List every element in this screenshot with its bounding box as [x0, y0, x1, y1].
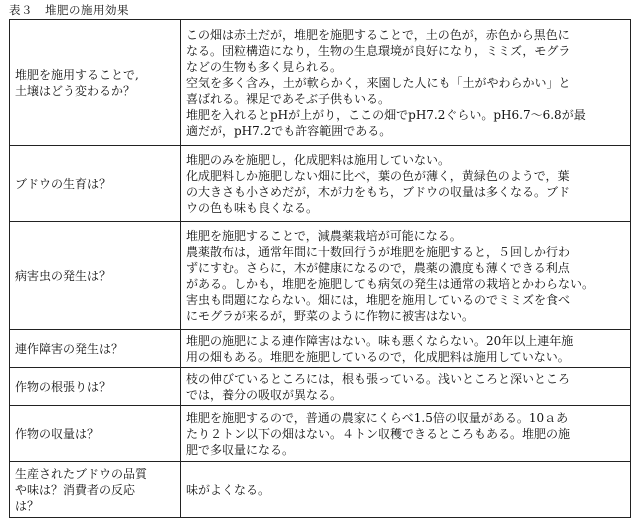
- answer-line: 害虫も問題にならない。畑には，堆肥を施用しているのでミミズを食べ: [186, 292, 571, 307]
- answer-line: 化成肥料しか施肥しない畑に比べ，葉の色が薄く，黄緑色のようで，葉: [186, 168, 570, 183]
- answer-line: ずにすむ。さらに，木が健康になるので，農薬の濃度も薄くできる利点: [186, 260, 570, 275]
- answer-line: がある。しかも，堆肥を施肥しても病気の発生は通常の栽培とかわらない。: [186, 276, 595, 291]
- question-cell: [10, 20, 181, 146]
- question-line: 生産されたブドウの品質: [15, 466, 148, 481]
- table-row: [10, 222, 631, 330]
- answer-line: 空気を多く含み，土が軟らかく，来園した人にも「土がやわらかい」と: [186, 75, 571, 90]
- answer-line: 堆肥のみを施肥し，化成肥料は施用していない。: [186, 152, 451, 167]
- question-line: 堆肥を施用することで,: [15, 67, 139, 82]
- answer-cell: [181, 146, 631, 222]
- answer-cell: [181, 368, 631, 406]
- answer-line: の大きさも小さめだが，木が力をもち，ブドウの収量は多くなる。ブド: [186, 184, 571, 199]
- question-cell: [10, 330, 181, 368]
- table-row: [10, 20, 631, 146]
- answer-line: ウの色も味も良くなる。: [186, 200, 319, 215]
- answer-line: 用の畑もある。堆肥を施肥しているので，化成肥料は施用していない。: [186, 349, 570, 364]
- answer-line: 堆肥の施肥による連作障害はない。味も悪くならない。20年以上連年施: [186, 333, 574, 348]
- table-row: [10, 368, 631, 406]
- answer-line: にモグラが来るが，野菜のように作物に被害はない。: [186, 308, 475, 323]
- answer-line: 堆肥を入れるとpHが上がり，ここの畑でpH7.2ぐらい。pH6.7～6.8が最: [186, 107, 586, 122]
- table-row: [10, 406, 631, 462]
- question-line: 土壌はどう変わるか？: [15, 83, 136, 98]
- answer-line: 喜ばれる。裸足であそぶ子供もいる。: [186, 91, 391, 106]
- question-cell: [10, 222, 181, 330]
- answer-cell: [181, 406, 631, 462]
- question-cell: [10, 146, 181, 222]
- question-line: 作物の根張りは？: [15, 379, 112, 394]
- answer-cell: [181, 222, 631, 330]
- answer-cell: [181, 20, 631, 146]
- answer-line: 適だが，pH7.2でも許容範囲である。: [186, 123, 392, 138]
- table-row: [10, 330, 631, 368]
- question-line: ブドウの生育は？: [15, 176, 112, 191]
- answer-line: 味がよくなる。: [186, 482, 271, 497]
- answer-line: などの生物も多く見られる。: [186, 59, 343, 74]
- compost-effects-table: [9, 19, 631, 518]
- question-line: や味は？消費者の反応: [15, 482, 136, 497]
- answer-line: なる。団粒構造になり，生物の生息環境が良好になり，ミミズ，モグラ: [186, 43, 571, 58]
- answer-cell: [181, 330, 631, 368]
- answer-line: 堆肥を施肥するので，普通の農家にくらべ1.5倍の収量がある。10ａあ: [186, 410, 569, 425]
- answer-line: では，養分の吸収が異なる。: [186, 387, 343, 402]
- table-row: [10, 462, 631, 518]
- answer-cell: [181, 462, 631, 518]
- answer-line: 肥で多収量になる。: [186, 442, 295, 457]
- answer-line: 枝の伸びているところには，根も張っている。浅いところと深いところ: [186, 371, 571, 386]
- answer-line: この畑は赤土だが，堆肥を施肥することで，土の色が，赤色から黒色に: [186, 27, 570, 42]
- question-line: は？: [15, 498, 40, 513]
- table-row: [10, 146, 631, 222]
- question-cell: [10, 462, 181, 518]
- answer-line: 堆肥を施肥することで，減農薬栽培が可能になる。: [186, 228, 462, 243]
- table-caption: 表３ 堆肥の施用効果: [9, 3, 129, 17]
- question-cell: [10, 406, 181, 462]
- question-line: 病害虫の発生は？: [15, 268, 112, 283]
- question-line: 連作障害の発生は？: [15, 341, 124, 356]
- question-line: 作物の収量は？: [15, 426, 100, 441]
- question-cell: [10, 368, 181, 406]
- answer-line: 農薬散布は，通常年間に十数回行うが堆肥を施肥すると，５回しか行わ: [186, 244, 571, 259]
- answer-line: たり２トン以下の畑はない。４トン収穫できるところもある。堆肥の施: [186, 426, 571, 441]
